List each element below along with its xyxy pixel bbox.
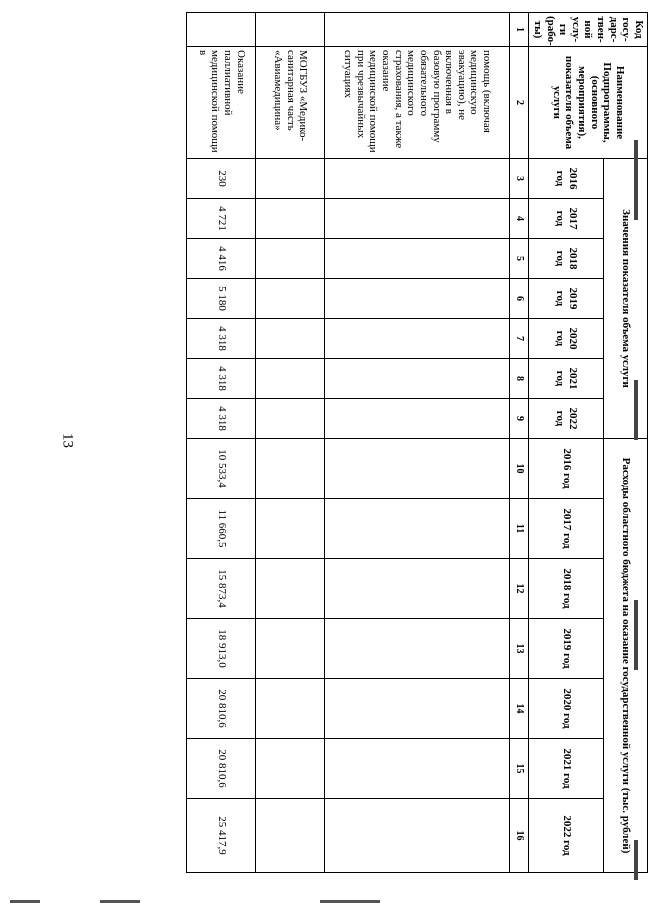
column-number: 14 bbox=[510, 679, 529, 739]
expense-year: 2017 год bbox=[529, 499, 604, 559]
column-number: 3 bbox=[510, 159, 529, 199]
table-cell bbox=[256, 279, 325, 319]
column-number: 9 bbox=[510, 399, 529, 439]
table-cell bbox=[325, 239, 510, 279]
table-cell bbox=[256, 159, 325, 199]
table-cell: 25 417,9 bbox=[187, 799, 256, 873]
column-number: 11 bbox=[510, 499, 529, 559]
table-cell: 4 318 bbox=[187, 319, 256, 359]
expense-year: 2021 год bbox=[529, 739, 604, 799]
table-cell bbox=[325, 739, 510, 799]
column-number: 1 bbox=[510, 13, 529, 47]
table-cell bbox=[256, 439, 325, 499]
row-name: помощь (включая медицинскую эвакуацию), не включенная в базовую программу обязательного медицинского страхования, а также оказание медицинской помощи при чрезвычайных ситуациях bbox=[325, 47, 510, 159]
column-number: 15 bbox=[510, 739, 529, 799]
column-number: 4 bbox=[510, 199, 529, 239]
scan-artifact bbox=[320, 900, 380, 903]
row-name: Оказание паллиативной медицинской помощи в bbox=[187, 47, 256, 159]
table-cell bbox=[325, 399, 510, 439]
document-sheet bbox=[70, 12, 648, 892]
budget-table bbox=[186, 12, 648, 873]
table-cell: 4 721 bbox=[187, 199, 256, 239]
table-cell: 18 913,0 bbox=[187, 619, 256, 679]
table-cell bbox=[325, 159, 510, 199]
table-cell: 230 bbox=[187, 159, 256, 199]
scan-artifact bbox=[634, 380, 638, 440]
volume-year: 2022 год bbox=[529, 399, 604, 439]
table-cell bbox=[325, 199, 510, 239]
table-cell: 4 318 bbox=[187, 399, 256, 439]
scan-artifact bbox=[100, 900, 140, 903]
table-cell: 4 416 bbox=[187, 239, 256, 279]
row-code bbox=[256, 13, 325, 47]
column-number: 8 bbox=[510, 359, 529, 399]
table-cell bbox=[256, 359, 325, 399]
column-number: 16 bbox=[510, 799, 529, 873]
header-name: Наименование Подпрограммы, (основного мероприятия), показателя объема услуги bbox=[529, 47, 648, 159]
table-cell: 10 533,4 bbox=[187, 439, 256, 499]
table-cell: 20 810,6 bbox=[187, 679, 256, 739]
table-cell bbox=[256, 399, 325, 439]
column-number: 5 bbox=[510, 239, 529, 279]
header-code: Код госу-дарс-твен-ной услу-ги (рабо-ты) bbox=[529, 13, 648, 47]
table-cell bbox=[325, 499, 510, 559]
table-cell: 5 180 bbox=[187, 279, 256, 319]
table-cell bbox=[325, 619, 510, 679]
scan-artifact bbox=[634, 600, 638, 670]
table-cell bbox=[256, 319, 325, 359]
table-cell bbox=[325, 279, 510, 319]
table-cell bbox=[256, 559, 325, 619]
row-code bbox=[187, 13, 256, 47]
volume-year: 2016 год bbox=[529, 159, 604, 199]
scan-artifact bbox=[634, 840, 638, 880]
expense-year: 2016 год bbox=[529, 439, 604, 499]
volume-year: 2019 год bbox=[529, 279, 604, 319]
row-name: МОГБУЗ «Медико-санитарная часть «Авиамедицина» bbox=[256, 47, 325, 159]
table-cell bbox=[325, 439, 510, 499]
table-row bbox=[187, 13, 256, 873]
expense-year: 2020 год bbox=[529, 679, 604, 739]
table-cell: 20 810,6 bbox=[187, 739, 256, 799]
column-number: 12 bbox=[510, 559, 529, 619]
table-cell bbox=[325, 799, 510, 873]
column-number: 6 bbox=[510, 279, 529, 319]
table-cell bbox=[325, 679, 510, 739]
table-cell: 11 660,5 bbox=[187, 499, 256, 559]
expense-year: 2018 год bbox=[529, 559, 604, 619]
column-number: 13 bbox=[510, 619, 529, 679]
volume-year: 2018 год bbox=[529, 239, 604, 279]
table-cell: 4 318 bbox=[187, 359, 256, 399]
table-cell bbox=[256, 239, 325, 279]
column-number: 2 bbox=[510, 47, 529, 159]
table-cell bbox=[256, 199, 325, 239]
page-number: 13 bbox=[59, 433, 76, 448]
table-cell bbox=[325, 319, 510, 359]
table-cell bbox=[256, 499, 325, 559]
column-number: 7 bbox=[510, 319, 529, 359]
scan-artifact bbox=[10, 900, 40, 903]
expense-year: 2019 год bbox=[529, 619, 604, 679]
volume-year: 2020 год bbox=[529, 319, 604, 359]
row-code bbox=[325, 13, 510, 47]
table-cell bbox=[325, 559, 510, 619]
header-expense-group: Расходы областного бюджета на оказание государственной услуги (тыс. рублей) bbox=[604, 439, 648, 873]
column-number-row bbox=[510, 13, 529, 873]
table-cell bbox=[325, 359, 510, 399]
scan-artifact bbox=[634, 140, 638, 220]
table-cell bbox=[256, 799, 325, 873]
column-number: 10 bbox=[510, 439, 529, 499]
table-cell: 15 873,4 bbox=[187, 559, 256, 619]
table-cell bbox=[256, 739, 325, 799]
table-row bbox=[256, 13, 325, 873]
volume-year: 2017 год bbox=[529, 199, 604, 239]
expense-year: 2022 год bbox=[529, 799, 604, 873]
table-row bbox=[325, 13, 510, 873]
table-cell bbox=[256, 679, 325, 739]
volume-year: 2021 год bbox=[529, 359, 604, 399]
table-cell bbox=[256, 619, 325, 679]
header-volume-group: Значения показателя объема услуги bbox=[604, 159, 648, 439]
